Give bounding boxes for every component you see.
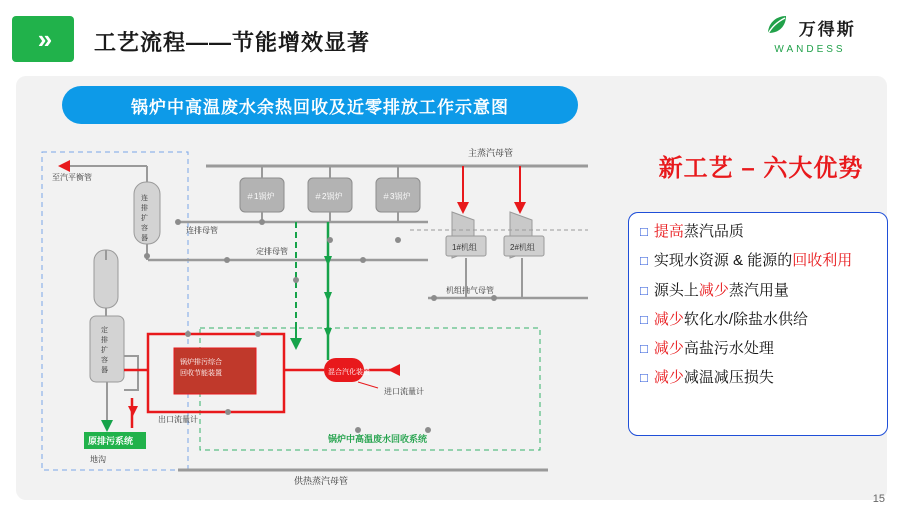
- advantage-item-4: [640, 310, 886, 330]
- svg-text:器: 器: [101, 367, 108, 374]
- svg-text:定: 定: [101, 327, 108, 334]
- advantage-label: 减少减温减压损失: [653, 369, 774, 387]
- double-chevron-icon: »: [37, 23, 49, 54]
- svg-text:原排污系统: 原排污系统: [88, 436, 134, 446]
- advantage-label: 减少软化水/除盐水供给: [653, 310, 809, 328]
- svg-text:扩: 扩: [141, 215, 148, 222]
- leaf-logo-icon: [764, 12, 790, 43]
- svg-text:进口流量计: 进口流量计: [384, 387, 424, 396]
- square-bullet-icon: □: [640, 253, 648, 269]
- svg-text:器: 器: [141, 235, 148, 242]
- advantage-item-5: [640, 339, 886, 359]
- svg-text:出口流量计: 出口流量计: [158, 415, 198, 424]
- square-bullet-icon: □: [640, 224, 648, 239]
- header-badge: [12, 16, 74, 62]
- advantage-item-2: [640, 251, 886, 271]
- square-bullet-icon: □: [640, 282, 648, 298]
- advantage-label: 提高蒸汽品质: [653, 223, 744, 240]
- svg-text:排: 排: [141, 205, 148, 212]
- svg-text:＃1锅炉: ＃1锅炉: [246, 192, 275, 201]
- svg-text:连排母管: 连排母管: [186, 226, 218, 235]
- svg-text:锅炉排污综合: 锅炉排污综合: [180, 359, 222, 366]
- advantages-list: [640, 222, 886, 398]
- logo: [735, 12, 885, 55]
- logo-text-en: WANDESS: [774, 44, 846, 55]
- svg-text:锅炉中高温废水回收系统: 锅炉中高温废水回收系统: [328, 434, 428, 444]
- advantage-item-1: [640, 222, 886, 242]
- svg-text:回收节能装置: 回收节能装置: [180, 370, 222, 377]
- svg-text:连: 连: [141, 195, 148, 202]
- advantage-label: 减少高盐污水处理: [653, 340, 774, 357]
- diagram-banner: [62, 86, 578, 124]
- advantage-item-3: [640, 281, 886, 301]
- process-diagram-svg: [28, 130, 612, 490]
- svg-text:＃3锅炉: ＃3锅炉: [382, 192, 411, 201]
- svg-text:容: 容: [141, 225, 148, 232]
- logo-text-cn: 万得斯: [798, 20, 856, 39]
- process-diagram: [28, 130, 612, 490]
- page-title: 工艺流程——节能增效显著: [94, 30, 371, 55]
- svg-text:至汽平衡管: 至汽平衡管: [52, 173, 92, 182]
- advantage-label: 源头上减少蒸汽用量: [653, 281, 789, 299]
- advantages-title: 新工艺 – 六大优势: [658, 155, 864, 182]
- square-bullet-icon: □: [640, 311, 648, 327]
- diagram-banner-label: 锅炉中高温废水余热回收及近零排放工作示意图: [131, 97, 509, 117]
- svg-text:主蒸汽母管: 主蒸汽母管: [468, 148, 514, 158]
- square-bullet-icon: □: [640, 370, 648, 386]
- advantage-label: 实现水资源 & 能源的回收利用: [653, 252, 853, 270]
- svg-text:2#机组: 2#机组: [510, 243, 535, 252]
- svg-text:＃2锅炉: ＃2锅炉: [314, 192, 343, 201]
- square-bullet-icon: □: [640, 341, 648, 356]
- page-number: 15: [872, 493, 885, 505]
- svg-text:扩: 扩: [101, 347, 108, 354]
- svg-text:1#机组: 1#机组: [452, 243, 477, 252]
- svg-text:容: 容: [101, 357, 108, 364]
- svg-text:供热蒸汽母管: 供热蒸汽母管: [294, 476, 349, 486]
- svg-text:地沟: 地沟: [90, 455, 106, 464]
- svg-text:机组抽气母管: 机组抽气母管: [446, 286, 494, 295]
- svg-text:排: 排: [101, 337, 108, 344]
- svg-text:混合汽化装置: 混合汽化装置: [328, 369, 370, 376]
- advantage-item-6: [640, 368, 886, 388]
- svg-text:定排母管: 定排母管: [256, 247, 288, 256]
